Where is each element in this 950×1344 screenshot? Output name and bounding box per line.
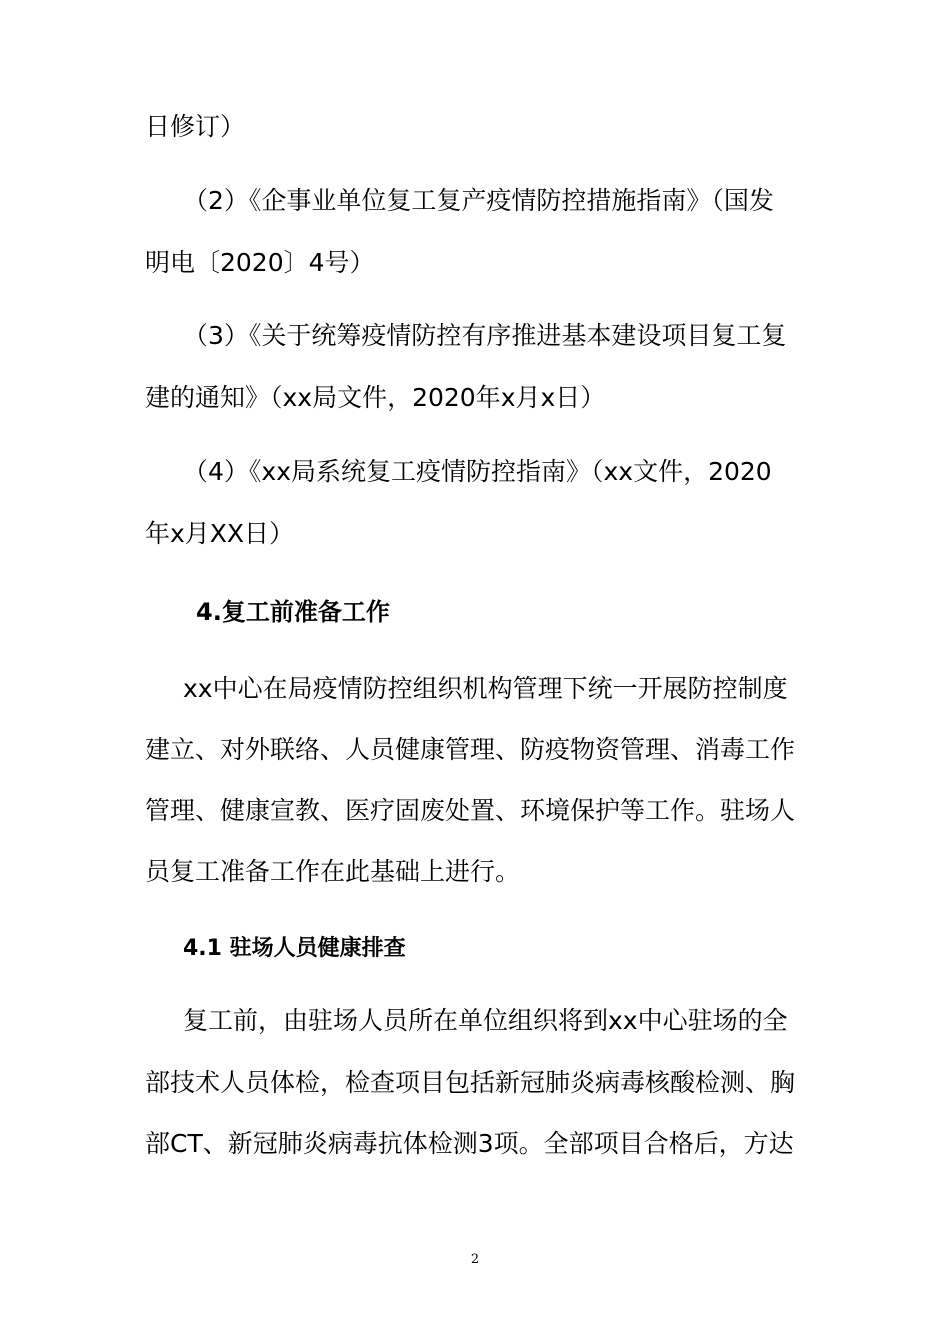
section-4-paragraph-line: 员复工准备工作在此基础上进行。: [145, 857, 521, 886]
section-4-1-paragraph-line: 部CT、新冠肺炎病毒抗体检测3项。全部项目合格后，方达: [145, 1129, 794, 1158]
section-4-paragraph-line: 建立、对外联络、人员健康管理、防疫物资管理、消毒工作: [145, 735, 796, 764]
reference-2-line-2: 明电〔2020〕4号）: [145, 248, 375, 277]
section-4-paragraph-line: xx中心在局疫情防控组织机构管理下统一开展防控制度: [183, 674, 788, 703]
reference-3-line-1: （3）《关于统筹疫情防控有序推进基本建设项目复工复: [183, 321, 787, 350]
reference-2-line-1: （2）《企事业单位复工复产疫情防控措施指南》（国发: [183, 186, 774, 215]
page-number: 2: [470, 1252, 480, 1267]
section-4-1-heading: 4.1 驻场人员健康排查: [183, 936, 406, 961]
section-4-paragraph-line: 管理、健康宣教、医疗固废处置、环境保护等工作。驻场人: [145, 796, 796, 825]
reference-3-line-2: 建的通知》（xx局文件，2020年x月x日）: [145, 383, 606, 412]
reference-4-line-2: 年x月XX日）: [145, 519, 295, 548]
reference-1-tail: 日修订）: [145, 112, 246, 141]
section-4-heading: 4.复工前准备工作: [196, 598, 390, 626]
section-4-1-paragraph-line: 复工前，由驻场人员所在单位组织将到xx中心驻场的全: [183, 1006, 788, 1035]
section-4-1-paragraph-line: 部技术人员体检，检查项目包括新冠肺炎病毒核酸检测、胸: [145, 1068, 796, 1097]
reference-4-line-1: （4）《xx局系统复工疫情防控指南》（xx文件，2020: [183, 457, 772, 486]
